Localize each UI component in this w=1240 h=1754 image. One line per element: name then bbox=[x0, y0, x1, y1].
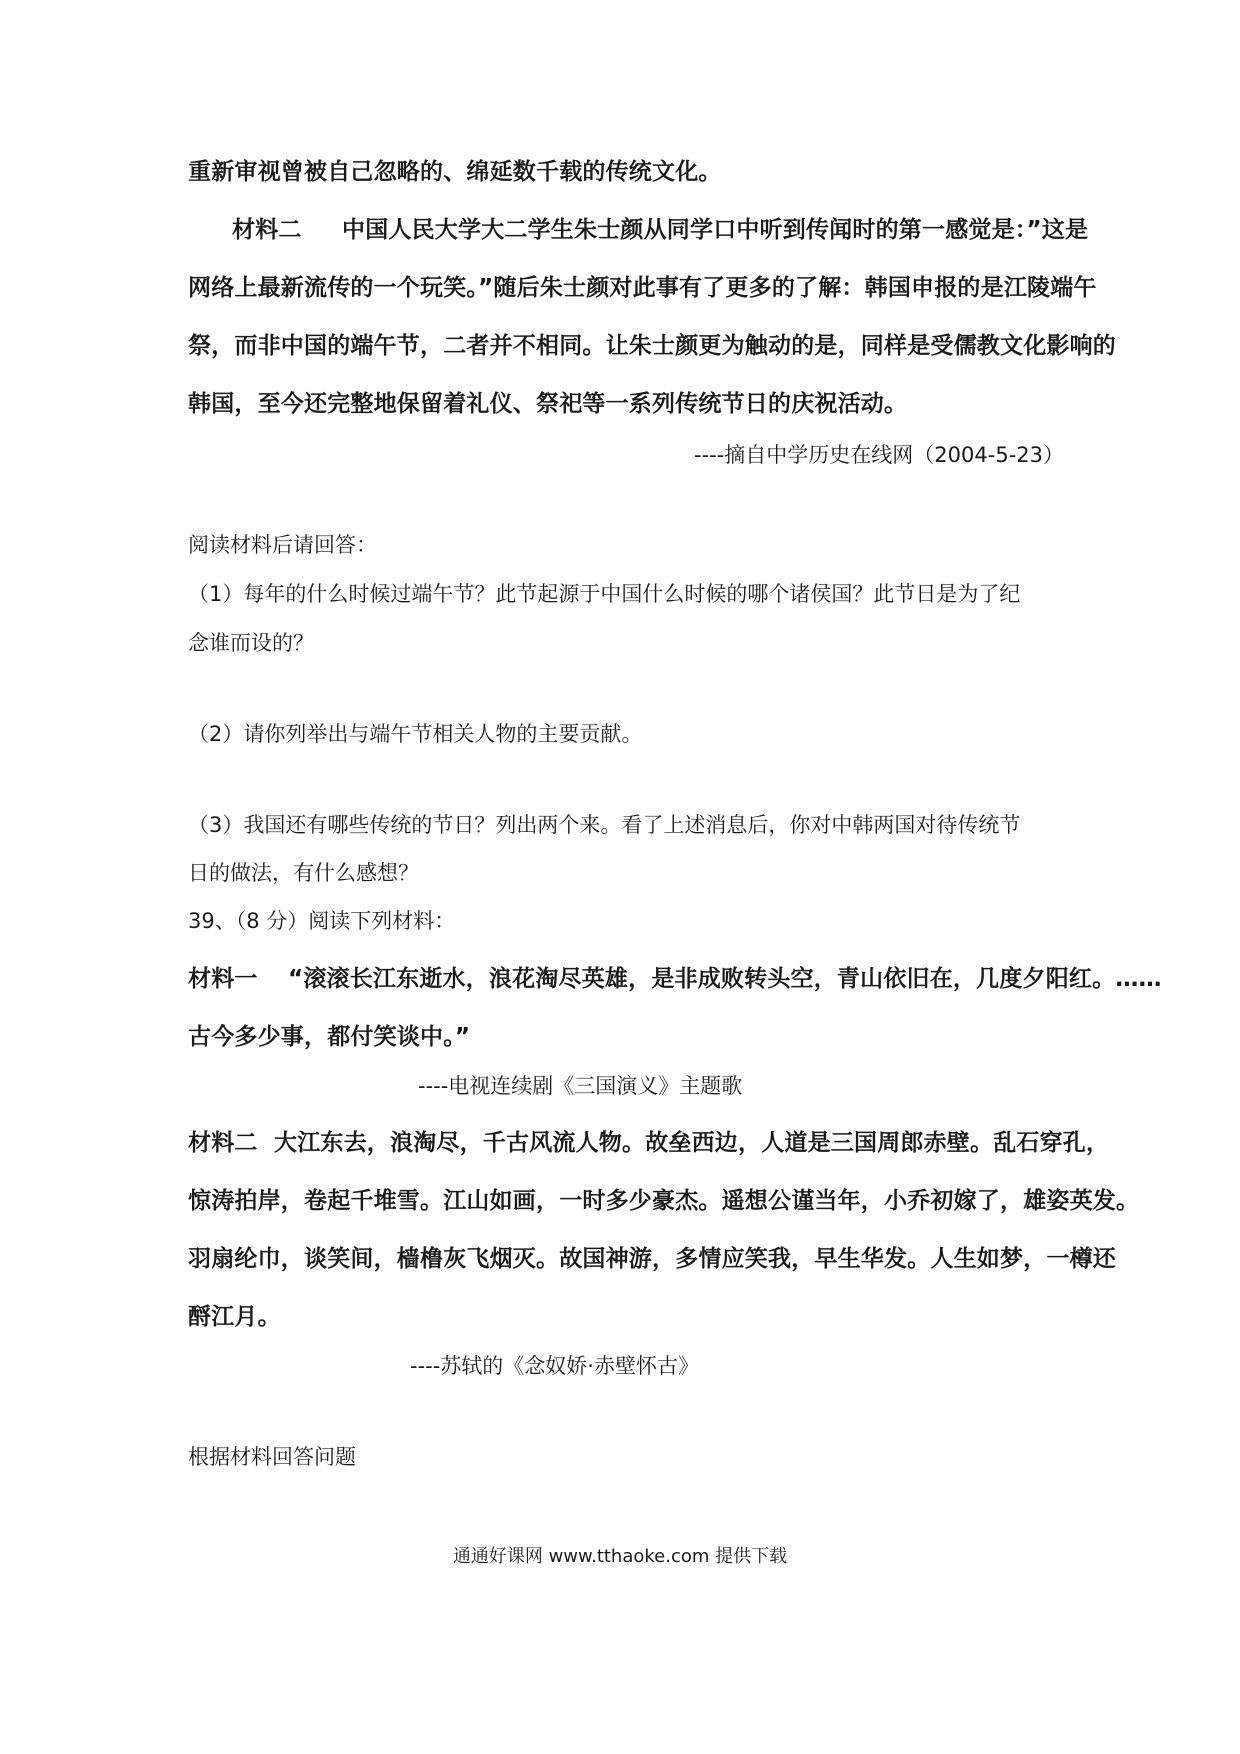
question-3-line-1: （3）我国还有哪些传统的节日？列出两个来。看了上述消息后，你对中韩两国对待传统节 bbox=[188, 813, 1021, 837]
material-two-label: 材料二 bbox=[232, 217, 302, 243]
question-1-line-1: （1）每年的什么时候过端午节？此节起源于中国什么时候的哪个诸侯国？此节日是为了纪 bbox=[188, 582, 1021, 606]
q39-material-two-line-1: 大江东去，浪淘尽，千古风流人物。故垒西边，人道是三国周郎赤壁。乱石穿孔， bbox=[274, 1130, 1110, 1156]
q39-prompt: 根据材料回答问题 bbox=[188, 1445, 356, 1469]
q39-material-two-label: 材料二 bbox=[188, 1130, 258, 1156]
material-two-line-2: 网络上最新流传的一个玩笑。”随后朱士颜对此事有了更多的了解：韩国申报的是江陵端午 bbox=[188, 275, 1097, 301]
question-39-heading: 39、（8 分）阅读下列材料： bbox=[188, 909, 456, 933]
q39-material-one-line-1: “滚滚长江东逝水，浪花淘尽英雄，是非成败转头空，青山依旧在，几度夕阳红。…… bbox=[288, 966, 1162, 992]
question-3-line-2: 日的做法，有什么感想？ bbox=[188, 861, 419, 885]
q39-material-two-source: ----苏轼的《念奴娇·赤壁怀古》 bbox=[410, 1354, 699, 1378]
material-source: ----摘自中学历史在线网（2004-5-23） bbox=[694, 443, 1064, 467]
material-two-line-1: 中国人民大学大二学生朱士颜从同学口中听到传闻时的第一感觉是：”这是 bbox=[342, 217, 1089, 243]
q39-material-two-line-3: 羽扇纶巾，谈笑间，樯橹灰飞烟灭。故国神游，多情应笑我，早生华发。人生如梦，一樽还 bbox=[188, 1246, 1116, 1272]
q39-material-two-line-2: 惊涛拍岸，卷起千堆雪。江山如画，一时多少豪杰。遥想公谨当年，小乔初嫁了，雄姿英发。 bbox=[188, 1188, 1140, 1214]
question-1-line-2: 念谁而设的？ bbox=[188, 631, 314, 655]
material-continuation: 重新审视曾被自己忽略的、绵延数千载的传统文化。 bbox=[188, 159, 722, 185]
question-2: （2）请你列举出与端午节相关人物的主要贡献。 bbox=[188, 722, 643, 746]
material-two-line-4: 韩国，至今还完整地保留着礼仪、祭祀等一系列传统节日的庆祝活动。 bbox=[188, 391, 908, 417]
page-footer: 通通好课网 www.tthaoke.com 提供下载 bbox=[452, 1546, 788, 1567]
q39-material-two-line-4: 酹江月。 bbox=[188, 1304, 281, 1330]
q39-material-one-line-2: 古今多少事，都付笑谈中。” bbox=[188, 1024, 471, 1050]
q39-material-one-source: ----电视连续剧《三国演义》主题歌 bbox=[418, 1074, 743, 1098]
questions-intro: 阅读材料后请回答： bbox=[188, 533, 377, 557]
q39-material-one-label: 材料一 bbox=[188, 966, 258, 992]
material-two-line-3: 祭，而非中国的端午节，二者并不相同。让朱士颜更为触动的是，同样是受儒教文化影响的 bbox=[188, 333, 1116, 359]
